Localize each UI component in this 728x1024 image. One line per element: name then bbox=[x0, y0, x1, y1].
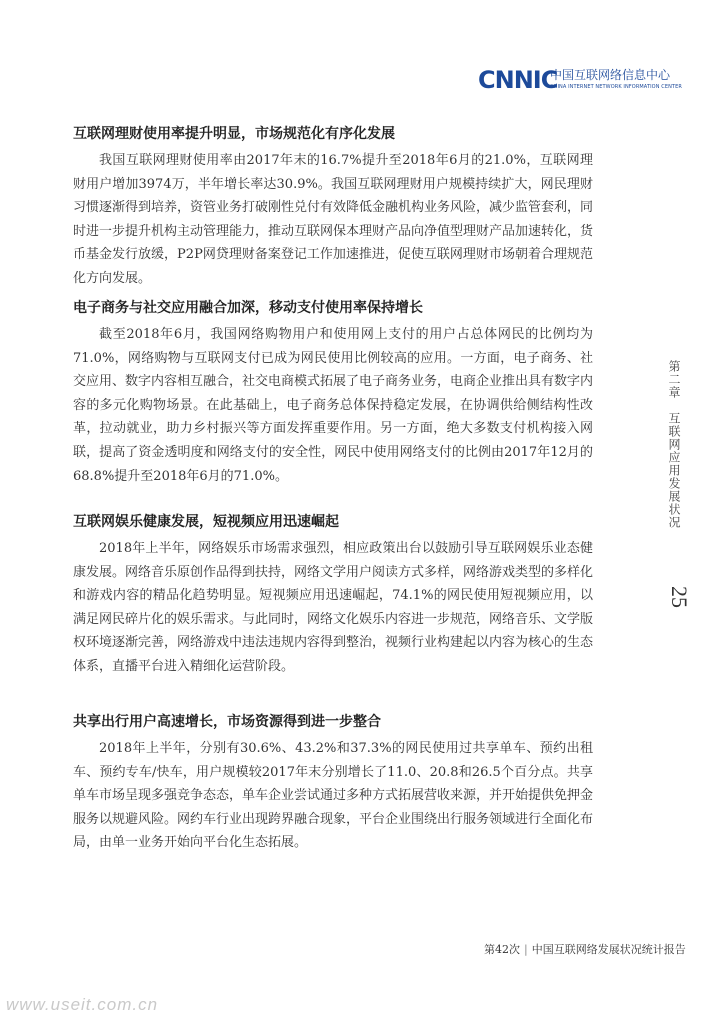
section-title: 互联网理财使用率提升明显，市场规范化有序化发展 bbox=[73, 126, 395, 142]
logo-english-name: CHINA INTERNET NETWORK INFORMATION CENTER bbox=[550, 84, 682, 90]
section-shared-mobility bbox=[73, 712, 593, 855]
section-body: 截至2018年6月，我国网络购物用户和使用网上支付的用户占总体网民的比例均为71.0%，网络购物与互联网支付已成为网民使用比例较高的应用。一方面，电子商务、社交应用、数字内容相互融合，社交电商模式拓展了电子商务业务，电商企业推出具有数字内容的多元化购物场景。在此基础上，电子商务总体保持稳定发展，在协调供给侧结构性改革，拉动就业，助力乡村振兴等方面发挥重要作用。另一方面，绝大多数支付机构接入网联，提高了资金透明度和网络支付的安全性，网民中使用网络支付的比例由2017年12月的68.8%提升至2018年6月的71.0%。 bbox=[73, 327, 594, 484]
section-internet-entertainment bbox=[73, 512, 593, 679]
footer-report-title: 中国互联网络发展状况统计报告 bbox=[531, 943, 686, 956]
chapter-title: 第二章 互联网应用发展状况 bbox=[667, 360, 681, 529]
page-number: 25 bbox=[667, 586, 692, 608]
footer-edition: 第42次 bbox=[484, 943, 520, 956]
section-ecommerce-payment bbox=[73, 298, 593, 488]
section-title: 电子商务与社交应用融合加深，移动支付使用率保持增长 bbox=[73, 300, 423, 316]
section-title: 互联网娱乐健康发展，短视频应用迅速崛起 bbox=[73, 514, 339, 530]
cnnic-logo bbox=[478, 66, 698, 96]
section-body: 2018年上半年，分别有30.6%、43.2%和37.3%的网民使用过共享单车、预约出租车、预约专车/快车，用户规模较2017年末分别增长了11.0、20.8和26.5个百分点。共享单车市场呈现多强竞争态态，单车企业尝试通过多种方式拓展营收来源，并开始提供免押金服务以规避风险。网约车行业出现跨界融合现象，平台企业围绕出行服务领域进行全面化布局，由单一业务开始向平台化生态拓展。 bbox=[73, 741, 594, 851]
section-body: 2018年上半年，网络娱乐市场需求强烈，相应政策出台以鼓励引导互联网娱乐业态健康发展。网络音乐原创作品得到扶持，网络文学用户阅读方式多样，网络游戏类型的多样化和游戏内容的精品化趋势明显。短视频应用迅速崛起，74.1%的网民使用短视频应用，以满足网民碎片化的娱乐需求。与此同时，网络文化娱乐内容进一步规范，网络音乐、文学版权环境逐渐完善，网络游戏中违法违规内容得到整治，视频行业构建起以内容为核心的生态体系，直播平台进入精细化运营阶段。 bbox=[73, 541, 594, 674]
footer-separator: | bbox=[524, 943, 528, 956]
section-body: 我国互联网理财使用率由2017年末的16.7%提升至2018年6月的21.0%，互联网理财用户增加3974万，半年增长率达30.9%。我国互联网理财用户规模持续扩大，网民理财习惯逐渐得到培养，资管业务打破刚性兑付有效降低金融机构业务风险，减少监管套利，同时进一步提升机构主动管理能力，推动互联网保本理财产品向净值型理财产品加速转化，货币基金发行放缓，P2P网贷理财备案登记工作加速推进，促使互联网理财市场朝着合理规范化方向发展。 bbox=[73, 153, 594, 286]
side-chapter-marker bbox=[666, 360, 696, 640]
section-internet-finance bbox=[73, 124, 593, 291]
logo-mark: CNNIC bbox=[478, 66, 558, 94]
watermark: www.useit.com.cn bbox=[6, 995, 159, 1014]
page-footer bbox=[484, 943, 704, 957]
logo-chinese-name: 中国互联网络信息中心 bbox=[550, 68, 671, 82]
section-title: 共享出行用户高速增长，市场资源得到进一步整合 bbox=[73, 714, 381, 730]
